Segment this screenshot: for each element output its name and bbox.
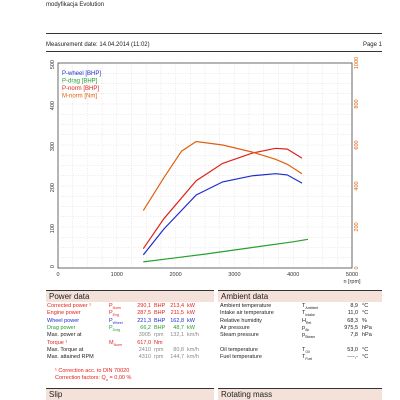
ambient-data-header: [218, 290, 382, 302]
ambient-value: 7,8: [350, 332, 358, 339]
power-value-1: 617,0: [137, 339, 151, 346]
ambient-value: 11,0: [347, 310, 358, 317]
power-label: Engine power: [47, 310, 81, 317]
power-unit-1: rpm: [154, 346, 164, 353]
ambient-row: [220, 303, 382, 310]
y-left-tick-label: 300: [50, 142, 56, 152]
power-unit-1: BHP: [154, 324, 166, 331]
ambient-data-table: [220, 303, 382, 363]
ambient-value: 8,9: [350, 303, 358, 309]
power-value-1: 4310: [138, 354, 151, 361]
y-left-tick-label: 500: [50, 60, 56, 70]
power-unit-2: kW: [187, 303, 195, 309]
correction-factors-value: = 0,00 %: [109, 375, 132, 381]
power-data-title: Power data: [49, 292, 90, 301]
power-value-1: 66,2: [140, 324, 151, 331]
slip-header: [46, 388, 214, 400]
ambient-label: Oil temperature: [220, 346, 258, 353]
power-unit-1: BHP: [154, 317, 166, 324]
ambient-unit: hPa: [362, 324, 372, 331]
power-label: Max. attained RPM: [47, 354, 94, 361]
ambient-symbol: $T_{Ambient}$: [302, 303, 319, 311]
ambient-row: [220, 347, 382, 354]
ambient-symbol: $p_{Steam}$: [302, 332, 316, 340]
slip-title: Slip: [49, 390, 63, 399]
power-symbol: $M_{Norm}$: [109, 339, 123, 347]
x-tick-label: 5000: [345, 272, 359, 278]
power-label: Max. power at: [47, 332, 82, 339]
power-row: [47, 318, 215, 325]
rotating-mass-title: Rotating mass: [221, 390, 273, 399]
y-right-tick-label: 0: [354, 266, 360, 270]
power-unit-2: kW: [187, 310, 195, 317]
ambient-row: [220, 325, 382, 332]
power-unit-2: kW: [187, 324, 195, 331]
y-right-tick-label: 1000: [354, 56, 360, 70]
power-symbol: $P_{Drag}$: [109, 324, 121, 332]
power-row: [47, 325, 215, 332]
power-symbol: $P_{Eng}$: [109, 310, 119, 318]
rotating-mass-header: [218, 388, 382, 400]
page-number: Page 1: [362, 42, 382, 48]
ambient-data-title: Ambient data: [221, 292, 269, 301]
ambient-label: Intake air temperature: [220, 310, 274, 317]
correction-factors-label: Correction factors: Q: [55, 375, 106, 381]
ambient-unit: %: [362, 317, 367, 324]
power-value-1: 2410: [138, 346, 151, 353]
power-value-2: 162,8: [170, 317, 184, 324]
y-right-tick-label: 400: [354, 181, 360, 191]
power-value-2: 144,7: [170, 354, 184, 361]
power-unit-2: km/h: [187, 354, 199, 361]
legend-entry-1: P-drag [BHP]: [62, 78, 98, 85]
ambient-label: Air pressure: [220, 324, 250, 331]
power-unit-2: km/h: [187, 332, 199, 339]
ambient-label: Fuel temperature: [220, 354, 262, 361]
ambient-symbol: $T_{Oil}$: [302, 346, 310, 354]
power-unit-2: kW: [187, 317, 195, 324]
power-value-1: 3905: [138, 332, 151, 339]
ambient-unit: hPa: [362, 332, 372, 339]
power-label: Max. Torque at: [47, 346, 84, 353]
y-left-tick-label: 400: [50, 101, 56, 111]
power-symbol: $P_{Norm}$: [109, 303, 122, 311]
power-label: Wheel power: [47, 317, 80, 324]
power-label: Drag power: [47, 324, 76, 331]
power-row: [47, 354, 215, 361]
ambient-value: 975,5: [344, 324, 358, 331]
legend-entry-0: P-wheel [BHP]: [62, 71, 102, 77]
power-unit-1: Nm: [154, 339, 163, 346]
ambient-unit: °C: [362, 310, 369, 317]
x-tick-label: 2000: [169, 272, 182, 278]
power-value-2: 211,5: [170, 310, 184, 317]
y-right-tick-label: 800: [354, 99, 360, 109]
power-symbol: $P_{Wheel}$: [109, 317, 123, 325]
power-value-2: 132,1: [170, 332, 184, 339]
ambient-symbol: $H_{Rel}$: [302, 317, 312, 325]
y-right-tick-label: 200: [354, 222, 360, 232]
ambient-row: [220, 310, 382, 317]
ambient-symbol: $T_{Intake}$: [302, 310, 315, 318]
x-tick-label: 1000: [110, 272, 123, 278]
x-axis-label: n [rpm]: [343, 279, 361, 285]
power-value-2: 213,4: [170, 303, 184, 309]
ambient-unit: °C: [362, 303, 369, 309]
correction-note: ¹ Correction acc. to DIN 70020: [55, 368, 130, 374]
power-row: [47, 332, 215, 339]
report-title: modyfikacja Evolution: [46, 2, 105, 8]
power-value-1: 290,1: [137, 303, 151, 309]
y-left-tick-label: 100: [50, 224, 56, 234]
power-row: [47, 303, 215, 310]
ambient-label: Ambient temperature: [220, 303, 272, 309]
ambient-symbol: $p_{Air}$: [302, 324, 310, 332]
power-unit-1: BHP: [154, 303, 166, 309]
x-tick-label: 0: [56, 272, 60, 278]
power-label: Torque ¹: [47, 339, 68, 346]
y-left-tick-label: 0: [50, 265, 56, 269]
power-value-2: 48,7: [173, 324, 184, 331]
power-value-2: 80,8: [173, 346, 184, 353]
ambient-label: Steam pressure: [220, 332, 259, 339]
ambient-value: 68,3: [347, 317, 358, 324]
power-row: [47, 347, 215, 354]
power-label: Corrected power ¹: [47, 303, 92, 309]
y-left-tick-label: 200: [50, 183, 56, 193]
x-tick-label: 3000: [228, 272, 241, 278]
ambient-value: 53,0: [347, 346, 358, 353]
x-tick-label: 4000: [287, 272, 300, 278]
power-data-table: [47, 303, 215, 363]
correction-factors: [55, 375, 131, 384]
ambient-unit: °C: [362, 354, 369, 361]
ambient-value: ----,-: [347, 354, 358, 361]
power-unit-1: BHP: [154, 310, 166, 317]
correction-factors-sub: o: [105, 377, 108, 383]
legend-entry-2: P-norm [BHP]: [62, 86, 100, 92]
ambient-label: Relative humidity: [220, 317, 262, 324]
power-data-header: [46, 290, 214, 302]
power-unit-1: rpm: [154, 332, 164, 339]
power-value-1: 287,5: [137, 310, 151, 317]
power-value-1: 221,3: [137, 317, 151, 324]
power-unit-1: rpm: [154, 354, 164, 361]
power-unit-2: km/h: [187, 346, 199, 353]
ambient-row: [220, 332, 382, 339]
legend-entry-3: M-norm [Nm]: [62, 93, 97, 100]
ambient-unit: °C: [362, 346, 369, 353]
ambient-row: [220, 354, 382, 361]
ambient-symbol: $T_{Fuel}$: [302, 354, 313, 362]
ambient-row: [220, 318, 382, 325]
y-right-tick-label: 600: [354, 140, 360, 150]
power-row: [47, 310, 215, 317]
power-row: [47, 340, 215, 347]
measurement-date: Measurement date: 14.04.2014 (11:02): [46, 42, 150, 48]
ambient-row: [220, 340, 382, 347]
